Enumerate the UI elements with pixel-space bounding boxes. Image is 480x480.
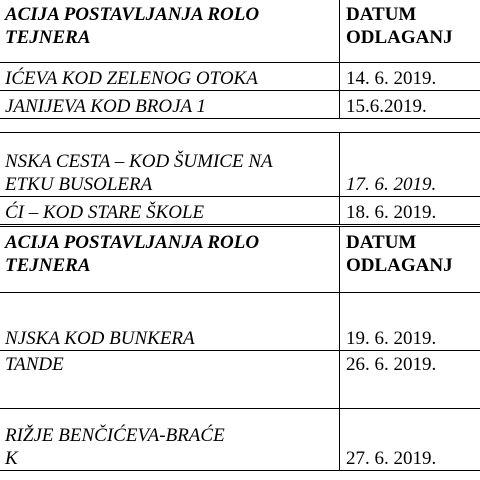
table-row	[0, 91, 480, 119]
date-cell: 17. 6. 2019.	[340, 133, 480, 197]
header-date-line-1: DATUM	[346, 4, 417, 25]
schedule-table-2	[0, 132, 480, 225]
table-header-row	[0, 0, 480, 63]
table-row	[0, 133, 480, 197]
location-cell: JANIJEVA KOD BROJA 1	[0, 91, 340, 119]
header-location-cell	[0, 227, 340, 293]
location-line-1: RIŽJE BENČIĆEVA-BRAĆE	[5, 425, 225, 446]
date-cell: 27. 6. 2019.	[340, 409, 480, 471]
location-cell	[0, 409, 340, 471]
location-cell	[0, 133, 340, 197]
table-row	[0, 293, 480, 351]
date-cell: 18. 6. 2019.	[340, 197, 480, 225]
location-line-2: ETKU BUSOLERA	[5, 174, 153, 195]
location-cell	[0, 293, 340, 351]
location-line-1: NSKA CESTA – KOD ŠUMICE NA	[5, 151, 273, 172]
schedule-table-3	[0, 226, 480, 471]
header-location-cell	[0, 0, 340, 63]
location-line-2: NJSKA KOD BUNKERA	[5, 328, 195, 349]
header-date-cell	[340, 0, 480, 63]
schedule-table-1	[0, 0, 480, 119]
date-cell: 19. 6. 2019.	[340, 293, 480, 351]
header-date-line-2: ODLAGANJ	[346, 27, 453, 48]
header-location-line-2: TEJNERA	[5, 255, 91, 276]
date-cell: 26. 6. 2019.	[340, 351, 480, 409]
table-row	[0, 409, 480, 471]
date-cell: 14. 6. 2019.	[340, 63, 480, 91]
table-row	[0, 197, 480, 225]
header-date-line-1: DATUM	[346, 232, 417, 253]
header-location-line-1: ACIJA POSTAVLJANJA ROLO	[5, 4, 260, 25]
location-line-2: K	[5, 448, 18, 469]
location-cell: ĆI – KOD STARE ŠKOLE	[0, 197, 340, 225]
table-header-row	[0, 227, 480, 293]
table-row	[0, 63, 480, 91]
header-location-line-1: ACIJA POSTAVLJANJA ROLO	[5, 232, 260, 253]
header-date-cell	[340, 227, 480, 293]
location-cell: IĆEVA KOD ZELENOG OTOKA	[0, 63, 340, 91]
location-cell: TANDE	[0, 351, 340, 409]
header-date-line-2: ODLAGANJ	[346, 255, 453, 276]
table-row	[0, 351, 480, 409]
header-location-line-2: TEJNERA	[5, 27, 91, 48]
date-cell: 15.6.2019.	[340, 91, 480, 119]
